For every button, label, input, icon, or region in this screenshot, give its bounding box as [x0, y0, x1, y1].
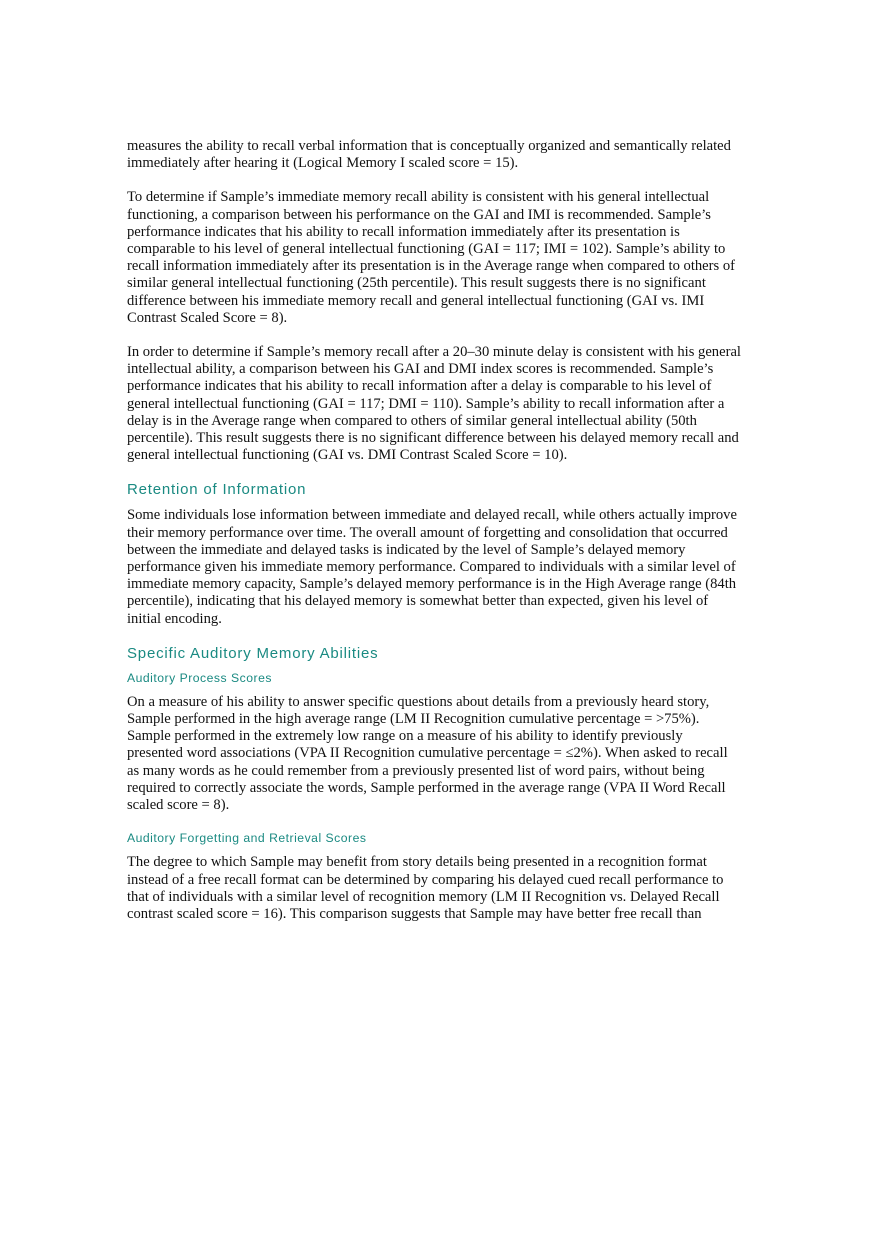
- paragraph-retention: Some individuals lose information between immediate and delayed recall, while others actually improve their memory performance over time. The overall amount of forgetting and consolidation that occurred between the immediate and delayed tasks is indicated by the level of Sample’s delayed memory performance given his immediate memory performance. Compared to individuals with a similar level of immediate memory capacity, Sample’s delayed memory performance is in the High Average range (84th percentile), indicating that his delayed memory is somewhat better than expected, given his level of initial encoding.: [127, 507, 737, 627]
- subheading-auditory-forgetting-retrieval: Auditory Forgetting and Retrieval Scores: [127, 831, 367, 846]
- subheading-auditory-process-scores: Auditory Process Scores: [127, 670, 272, 685]
- paragraph-auditory-forgetting: The degree to which Sample may benefit from story details being presented in a recognition format instead of a free recall format can be determined by comparing his delayed cued recall performance to that of individuals with a similar level of recognition memory (LM II Recognition vs. Delayed Recall contrast scaled score = 16). This comparison suggests that Sample may have better free recall than: [127, 854, 724, 922]
- paragraph-logical-memory: measures the ability to recall verbal information that is conceptually organized and semantically related immediately after hearing it (Logical Memory I scaled score = 15).: [127, 138, 731, 172]
- heading-retention-of-information: Retention of Information: [127, 481, 307, 499]
- heading-specific-auditory-memory: Specific Auditory Memory Abilities: [127, 644, 379, 662]
- paragraph-immediate-memory-comparison: To determine if Sample’s immediate memory recall ability is consistent with his general intellectual functioning, a comparison between his performance on the GAI and IMI is recommended. Sample’s performance indicates that his ability to recall information immediately after its presentation is comparable to his level of general intellectual functioning (GAI = 117; IMI = 102). Sample’s ability to recall information immediately after its presentation is in the Average range when compared to others of similar general intellectual functioning (25th percentile). This result suggests there is no significant difference between his immediate memory recall and general intellectual functioning (GAI vs. IMI Contrast Scaled Score = 8).: [127, 189, 735, 326]
- paragraph-auditory-process: On a measure of his ability to answer specific questions about details from a previously heard story, Sample performed in the high average range (LM II Recognition cumulative percentage = >75%). Sample performed in the extremely low range on a measure of his ability to identify previously presented word associations (VPA II Recognition cumulative percentage = ≤2%). When asked to recall as many words as he could remember from a previously presented list of word pairs, without being required to correctly associate the words, Sample performed in the average range (VPA II Word Recall scaled score = 8).: [127, 693, 728, 814]
- paragraph-delayed-memory-comparison: In order to determine if Sample’s memory recall after a 20–30 minute delay is consistent with his general intellectual ability, a comparison between his GAI and DMI index scores is recommended. Sample’s performance indicates that his ability to recall information after a delay is comparable to his level of general intellectual functioning (GAI = 117; DMI = 110). Sample’s ability to recall information after a delay is in the Average range when compared to others of similar general intellectual ability (50th percentile). This result suggests there is no significant difference between his delayed memory recall and general intellectual functioning (GAI vs. DMI Contrast Scaled Score = 10).: [127, 344, 741, 464]
- report-page: [127, 138, 742, 940]
